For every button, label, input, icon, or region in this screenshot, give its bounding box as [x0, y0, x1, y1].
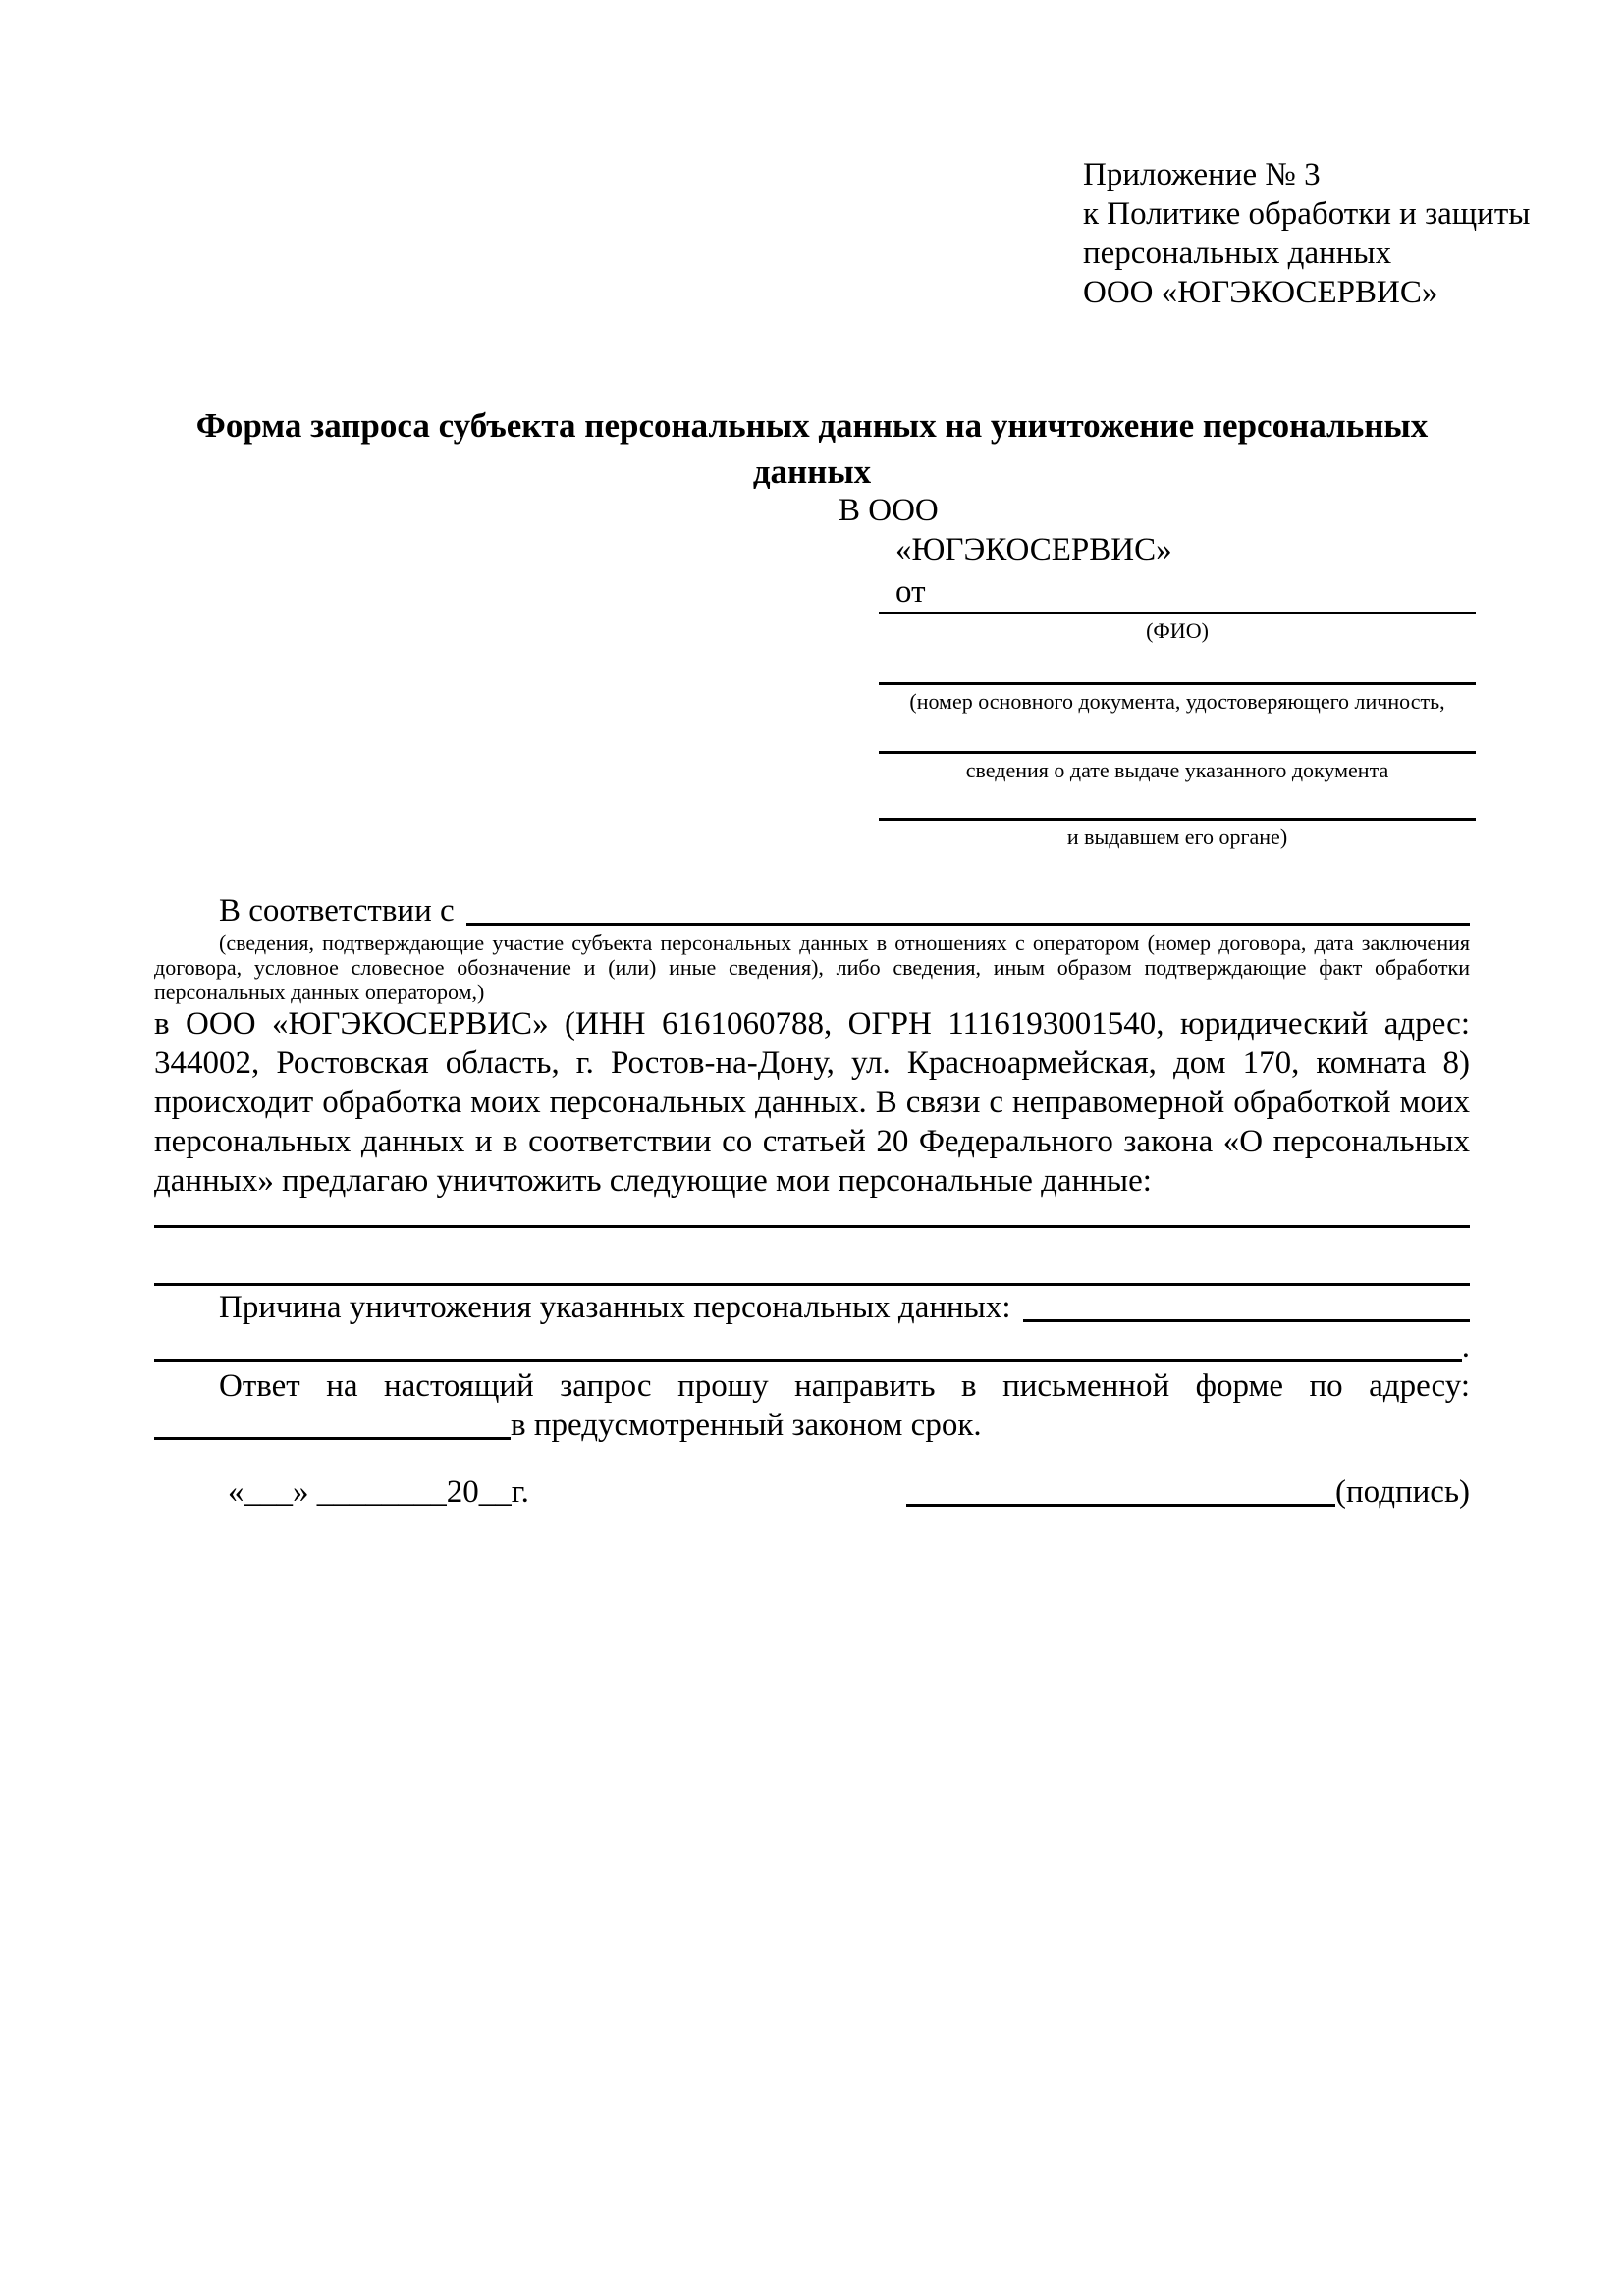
answer-tail: в предусмотренный законом срок.	[511, 1408, 982, 1443]
main-paragraph: в ООО «ЮГЭКОСЕРВИС» (ИНН 6161060788, ОГРН 1116193001540, юридический адрес: 344002, Ростовская область, г. Ростов-на-Дону, ул. Красноармейская, дом 170, комната 8) происходит обработка моих персональных данных. В связи с неправомерной обработкой моих персональных данных и в соответствии со статьей 20 Федерального закона «О персональных данных» предлагаю уничтожить следующие мои персональные данные:	[154, 1006, 1470, 1199]
fio-blank-line	[879, 612, 1476, 614]
footer-row	[154, 1472, 1470, 1512]
reason-row	[154, 1288, 1470, 1327]
appendix-note-line: ООО «ЮГЭКОСЕРВИС»	[1083, 275, 1438, 310]
reason-continuation-row	[154, 1327, 1470, 1366]
addressee-to: В ООО	[839, 493, 939, 528]
accordance-lead: В соответствии с	[219, 893, 455, 929]
addressee-from: от	[895, 574, 926, 610]
issue-date-caption: сведения о дате выдаче указанного документа	[965, 758, 1389, 782]
signature-caption: (подпись)	[1335, 1474, 1470, 1510]
date-blank: «___» ________20__г.	[228, 1474, 529, 1510]
address-blank-line	[154, 1437, 511, 1440]
reason-blank-line	[1023, 1319, 1470, 1322]
answer-address-row	[154, 1406, 1470, 1445]
data-blank-line-2	[154, 1283, 1470, 1286]
issuer-blank-line	[879, 818, 1476, 821]
reason-lead: Причина уничтожения указанных персональных данных:	[219, 1290, 1011, 1325]
appendix-note	[1083, 155, 1530, 312]
fio-caption: (ФИО)	[1146, 618, 1209, 643]
page-title: Форма запроса субъекта персональных данных на уничтожение персональных данных	[195, 406, 1429, 491]
accordance-row	[154, 891, 1470, 931]
signature-blank-line	[906, 1504, 1335, 1507]
issue-date-blank-line	[879, 751, 1476, 754]
appendix-note-line: персональных данных	[1083, 236, 1392, 271]
doc-number-caption: (номер основного документа, удостоверяющего личность,	[909, 689, 1445, 714]
issuer-caption: и выдавшем его органе)	[1066, 825, 1288, 849]
accordance-blank-line	[466, 923, 1470, 926]
addressee-company: «ЮГЭКОСЕРВИС»	[895, 532, 1172, 567]
small-note: (сведения, подтверждающие участие субъекта персональных данных в отношениях с оператором (номер договора, дата заключения договора, условное словесное обозначение и (или) иные сведения), либо сведения, иным образом подтверждающие факт обработки персональных данных оператором,)	[154, 931, 1470, 1004]
doc-number-blank-line	[879, 682, 1476, 685]
data-blank-line-1	[154, 1225, 1470, 1228]
reason-period: .	[1461, 1329, 1470, 1364]
appendix-note-line: Приложение № 3	[1083, 157, 1321, 192]
answer-lead: Ответ на настоящий запрос прошу направить в письменной форме по адресу:	[219, 1368, 1470, 1404]
reason-blank-line-2	[154, 1359, 1462, 1362]
appendix-note-line: к Политике обработки и защиты	[1083, 196, 1531, 232]
